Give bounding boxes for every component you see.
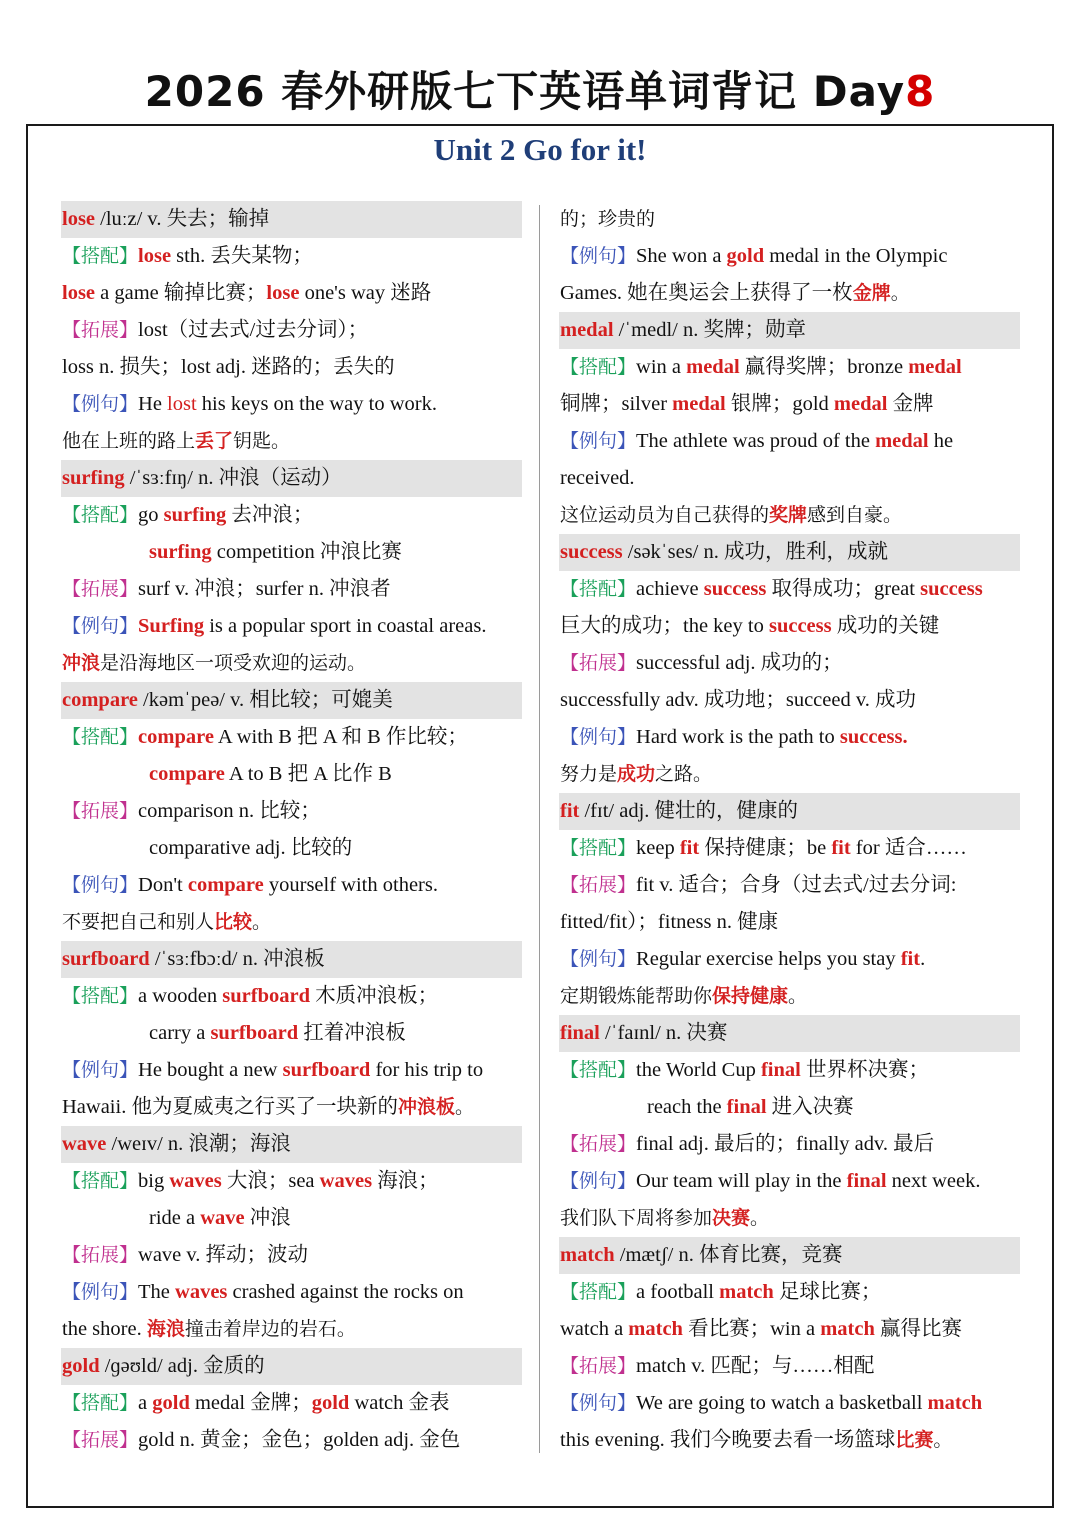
example-translation: the shore. 海浪撞击着岸边的岩石。 bbox=[62, 1318, 356, 1340]
collocation-row: 【搭配】achieve success 取得成功；great success bbox=[560, 578, 983, 600]
extension-row: 【拓展】wave v. 挥动；波动 bbox=[62, 1244, 309, 1266]
headword-row-medal bbox=[559, 312, 1020, 349]
collocation-row: carry a surfboard 扛着冲浪板 bbox=[149, 1022, 406, 1044]
extension-row: 【拓展】fit v. 适合；合身（过去式/过去分词: bbox=[560, 874, 957, 896]
extension-row: fitted/fit）；fitness n. 健康 bbox=[560, 911, 779, 933]
example-translation: Hawaii. 他为夏威夷之行买了一块新的冲浪板。 bbox=[62, 1096, 474, 1118]
headword-row-fit bbox=[559, 793, 1020, 830]
example-row: 【例句】Surfing is a popular sport in coastal areas. bbox=[62, 615, 487, 637]
headword: final bbox=[560, 1022, 600, 1044]
headword-row-final bbox=[559, 1015, 1020, 1052]
collocation-row: lose a game 输掉比赛；lose one's way 迷路 bbox=[62, 282, 432, 304]
collocation-row: 【搭配】big waves 大浪；sea waves 海浪； bbox=[62, 1170, 439, 1192]
definition: /fɪt/ adj. 健壮的，健康的 bbox=[579, 800, 799, 822]
example-row: 【例句】He lost his keys on the way to work. bbox=[62, 393, 437, 415]
headword-row-match bbox=[559, 1237, 1020, 1274]
example-row: 【例句】Our team will play in the final next week. bbox=[560, 1170, 981, 1192]
day-number: 8 bbox=[905, 67, 936, 116]
definition: /ˈfaɪnl/ n. 决赛 bbox=[599, 1022, 728, 1044]
example-row-continued: received. bbox=[560, 467, 635, 489]
headword: compare bbox=[62, 689, 138, 711]
headword: gold bbox=[62, 1355, 100, 1377]
definition: /ˈsɜːfbɔːd/ n. 冲浪板 bbox=[149, 948, 325, 970]
extension-row: 【拓展】successful adj. 成功的； bbox=[560, 652, 843, 674]
collocation-row: watch a match 看比赛；win a match 赢得比赛 bbox=[560, 1318, 962, 1340]
definition: /ɡəʊld/ adj. 金质的 bbox=[99, 1355, 265, 1377]
example-row: 【例句】The athlete was proud of the medal he bbox=[560, 430, 954, 452]
example-translation: 不要把自己和别人比较。 bbox=[62, 911, 272, 933]
extension-row: successfully adv. 成功地；succeed v. 成功 bbox=[560, 689, 917, 711]
example-row: 【例句】Don't compare yourself with others. bbox=[62, 874, 438, 896]
example-row: 【例句】She won a gold medal in the Olympic bbox=[560, 245, 948, 267]
extension-row: 【拓展】final adj. 最后的；finally adv. 最后 bbox=[560, 1133, 935, 1155]
collocation-row: surfing competition 冲浪比赛 bbox=[149, 541, 402, 563]
example-row: 【例句】He bought a new surfboard for his trip to bbox=[62, 1059, 484, 1081]
headword: match bbox=[560, 1244, 615, 1266]
example-tag: 【例句】 bbox=[62, 393, 139, 415]
collocation-row: 【搭配】keep fit 保持健康；be fit for 适合…… bbox=[560, 837, 967, 859]
headword-row-compare bbox=[61, 682, 522, 719]
collocation-tag: 【搭配】 bbox=[62, 245, 139, 267]
example-row: 【例句】The waves crashed against the rocks on bbox=[62, 1281, 464, 1303]
headword: surfboard bbox=[62, 948, 150, 970]
collocation-row: 铜牌；silver medal 银牌；gold medal 金牌 bbox=[560, 393, 934, 415]
extension-row: 【拓展】gold n. 黄金；金色；golden adj. 金色 bbox=[62, 1429, 461, 1451]
extension-row: 【拓展】surf v. 冲浪；surfer n. 冲浪者 bbox=[62, 578, 391, 600]
collocation-row: 巨大的成功；the key to success 成功的关键 bbox=[560, 615, 940, 637]
definition: /mætʃ/ n. 体育比赛，竞赛 bbox=[614, 1244, 843, 1266]
headword-row-surfing bbox=[61, 460, 522, 497]
definition: /kəmˈpeə/ v. 相比较；可媲美 bbox=[137, 689, 393, 711]
column-divider bbox=[539, 205, 540, 1453]
headword-row-surfboard bbox=[61, 941, 522, 978]
definition-continued: 的；珍贵的 bbox=[560, 208, 656, 230]
example-row: 【例句】Hard work is the path to success. bbox=[560, 726, 908, 748]
headword-row-wave bbox=[61, 1126, 522, 1163]
collocation-row: compare A to B 把 A 比作 B bbox=[149, 763, 392, 785]
page-title-text: 2026 春外研版七下英语单词背记 Day bbox=[144, 67, 906, 116]
headword: surfing bbox=[62, 467, 125, 489]
collocation-row: 【搭配】lose sth. 丢失某物； bbox=[62, 245, 313, 267]
example-row: 【例句】We are going to watch a basketball match bbox=[560, 1392, 983, 1414]
example-translation: 这位运动员为自己获得的奖牌感到自豪。 bbox=[560, 504, 903, 526]
example-translation: 我们队下周将参加决赛。 bbox=[560, 1207, 770, 1229]
extension-row: comparative adj. 比较的 bbox=[149, 837, 353, 859]
example-translation: Games. 她在奥运会上获得了一枚金牌。 bbox=[560, 282, 910, 304]
extension-row: loss n. 损失；lost adj. 迷路的；丢失的 bbox=[62, 356, 395, 378]
definition: /weɪv/ n. 浪潮；海浪 bbox=[106, 1133, 291, 1155]
collocation-row: 【搭配】go surfing 去冲浪； bbox=[62, 504, 314, 526]
collocation-row: 【搭配】a football match 足球比赛； bbox=[560, 1281, 882, 1303]
example-translation: this evening. 我们今晚要去看一场篮球比赛。 bbox=[560, 1429, 953, 1451]
definition: /səkˈses/ n. 成功，胜利，成就 bbox=[622, 541, 888, 563]
example-translation: 定期锻炼能帮助你保持健康。 bbox=[560, 985, 808, 1007]
collocation-row: 【搭配】a gold medal 金牌；gold watch 金表 bbox=[62, 1392, 450, 1414]
headword: lose bbox=[62, 208, 96, 230]
example-row: 【例句】Regular exercise helps you stay fit. bbox=[560, 948, 926, 970]
definition: /ˈsɜːfɪŋ/ n. 冲浪（运动） bbox=[124, 467, 342, 489]
headword: success bbox=[560, 541, 623, 563]
collocation-row: reach the final 进入决赛 bbox=[647, 1096, 854, 1118]
headword-row-gold bbox=[61, 1348, 522, 1385]
collocation-row: 【搭配】win a medal 赢得奖牌；bronze medal bbox=[560, 356, 962, 378]
headword-row-lose bbox=[61, 201, 522, 238]
headword-row-success bbox=[559, 534, 1020, 571]
example-translation: 他在上班的路上丢了钥匙。 bbox=[62, 430, 291, 452]
extension-tag: 【拓展】 bbox=[62, 319, 139, 341]
headword: wave bbox=[62, 1133, 107, 1155]
page-title bbox=[0, 62, 1080, 122]
headword: medal bbox=[560, 319, 614, 341]
definition: /luːz/ v. 失去；输掉 bbox=[95, 208, 270, 230]
headword: fit bbox=[560, 800, 580, 822]
collocation-row: 【搭配】a wooden surfboard 木质冲浪板； bbox=[62, 985, 439, 1007]
collocation-row: 【搭配】compare A with B 把 A 和 B 作比较； bbox=[62, 726, 468, 748]
extension-row: 【拓展】comparison n. 比较； bbox=[62, 800, 321, 822]
right-column bbox=[560, 201, 1020, 1459]
example-translation: 努力是成功之路。 bbox=[560, 763, 713, 785]
example-translation: 冲浪是沿海地区一项受欢迎的运动。 bbox=[62, 652, 367, 674]
collocation-row: ride a wave 冲浪 bbox=[149, 1207, 291, 1229]
extension-row: 【拓展】lost（过去式/过去分词）； bbox=[62, 319, 369, 341]
unit-title: Unit 2 Go for it! bbox=[433, 132, 647, 167]
collocation-row: 【搭配】the World Cup final 世界杯决赛； bbox=[560, 1059, 929, 1081]
extension-row: 【拓展】match v. 匹配；与……相配 bbox=[560, 1355, 875, 1377]
definition: /ˈmedl/ n. 奖牌；勋章 bbox=[613, 319, 806, 341]
left-column bbox=[62, 201, 522, 1459]
